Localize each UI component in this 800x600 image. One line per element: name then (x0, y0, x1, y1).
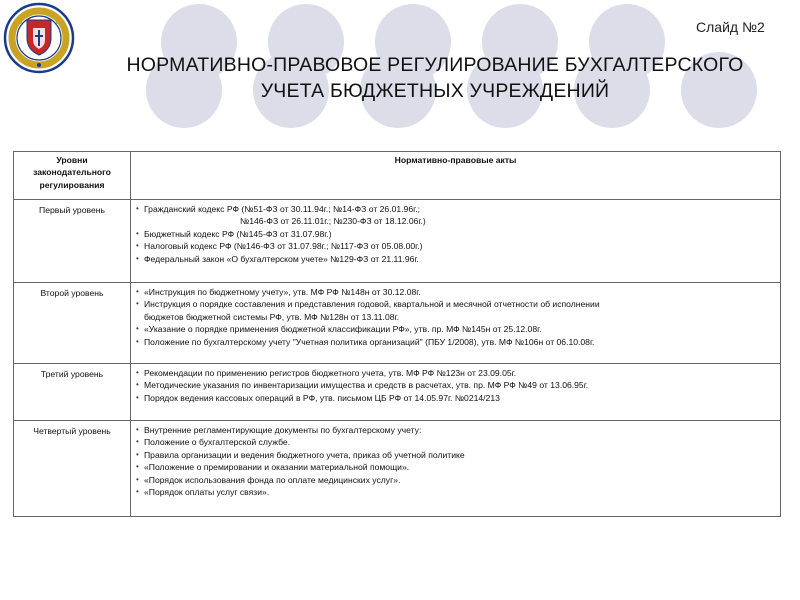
item-text: Гражданский кодекс РФ (№51-ФЗ от 30.11.94г.; №14-ФЗ от 26.01.96г.; (144, 204, 420, 214)
acts-cell (131, 200, 781, 283)
item-text-cont: №146-ФЗ от 26.11.01г.; №230-ФЗ от 18.12.06г.) (240, 216, 426, 227)
list-item: • «Порядок оплаты услуг связи». (135, 486, 774, 498)
list-item (135, 298, 774, 323)
emblem-icon (2, 2, 76, 74)
list-item (135, 203, 774, 228)
list-item: • Внутренние регламентирующие документы по бухгалтерскому учету: (135, 424, 774, 436)
level-cell: Четвертый уровень (14, 421, 131, 517)
table-header-row (14, 152, 781, 200)
table-row (14, 421, 781, 517)
list-item: • Бюджетный кодекс РФ (№145-ФЗ от 31.07.98г.) (135, 228, 774, 240)
table-row (14, 283, 781, 364)
title-line-2: УЧЕТА БЮДЖЕТНЫХ УЧРЕЖДЕНИЙ (260, 80, 610, 102)
header-acts: Нормативно-правовые акты (131, 152, 781, 200)
list-item: • «Указание о порядке применения бюджетной классификации РФ», утв. пр. МФ №145н от 25.12.08г. (135, 323, 774, 335)
list-item: • Положение по бухгалтерскому учету "Учетная политика организаций" (ПБУ 1/2008), утв. МФ №106н от 06.10.08г. (135, 336, 774, 348)
list-item: • Правила организации и ведения бюджетного учета, приказ об учетной политике (135, 449, 774, 461)
slide-number: Слайд №2 (696, 19, 765, 35)
level-cell: Первый уровень (14, 200, 131, 283)
item-text-cont: бюджетов бюджетной системы РФ, утв. МФ №128н от 13.11.08г. (144, 311, 399, 322)
list-item: • Методические указания по инвентаризации имущества и средств в расчетах, утв. пр. МФ РФ №49 от 13.06.95г. (135, 379, 774, 391)
item-text: Инструкция о порядке составления и представления годовой, квартальной и месячной отчетности об исполнении (144, 299, 600, 310)
acts-cell (131, 421, 781, 517)
list-item: • Рекомендации по применению регистров бюджетного учета, утв. МФ РФ №123н от 23.09.05г. (135, 367, 774, 379)
list-item: • Положение о бухгалтерской службе. (135, 436, 774, 448)
list-item: • Порядок ведения кассовых операций в РФ, утв. письмом ЦБ РФ от 14.05.97г. №0214/213 (135, 392, 774, 404)
table-row (14, 200, 781, 283)
table-row (14, 364, 781, 421)
list-item: • «Положение о премировании и оказании материальной помощи». (135, 461, 774, 473)
acts-cell (131, 364, 781, 421)
level-cell: Третий уровень (14, 364, 131, 421)
level-cell: Второй уровень (14, 283, 131, 364)
title-line-1: НОРМАТИВНО-ПРАВОВОЕ РЕГУЛИРОВАНИЕ БУХГАЛТЕРСКОГО (126, 54, 744, 76)
list-item: • Налоговый кодекс РФ (№146-ФЗ от 31.07.98г.; №117-ФЗ от 05.08.00г.) (135, 240, 774, 252)
list-item: • Федеральный закон «О бухгалтерском учете» №129-ФЗ от 21.11.96г. (135, 253, 774, 265)
list-item: • «Порядок использования фонда по оплате медицинских услуг». (135, 474, 774, 486)
header-levels: Уровни законодательного регулирования (14, 152, 131, 200)
acts-cell (131, 283, 781, 364)
page-title (80, 52, 790, 104)
list-item: • «Инструкция по бюджетному учету», утв. МФ РФ №148н от 30.12.08г. (135, 286, 774, 298)
regulation-table (13, 151, 781, 517)
